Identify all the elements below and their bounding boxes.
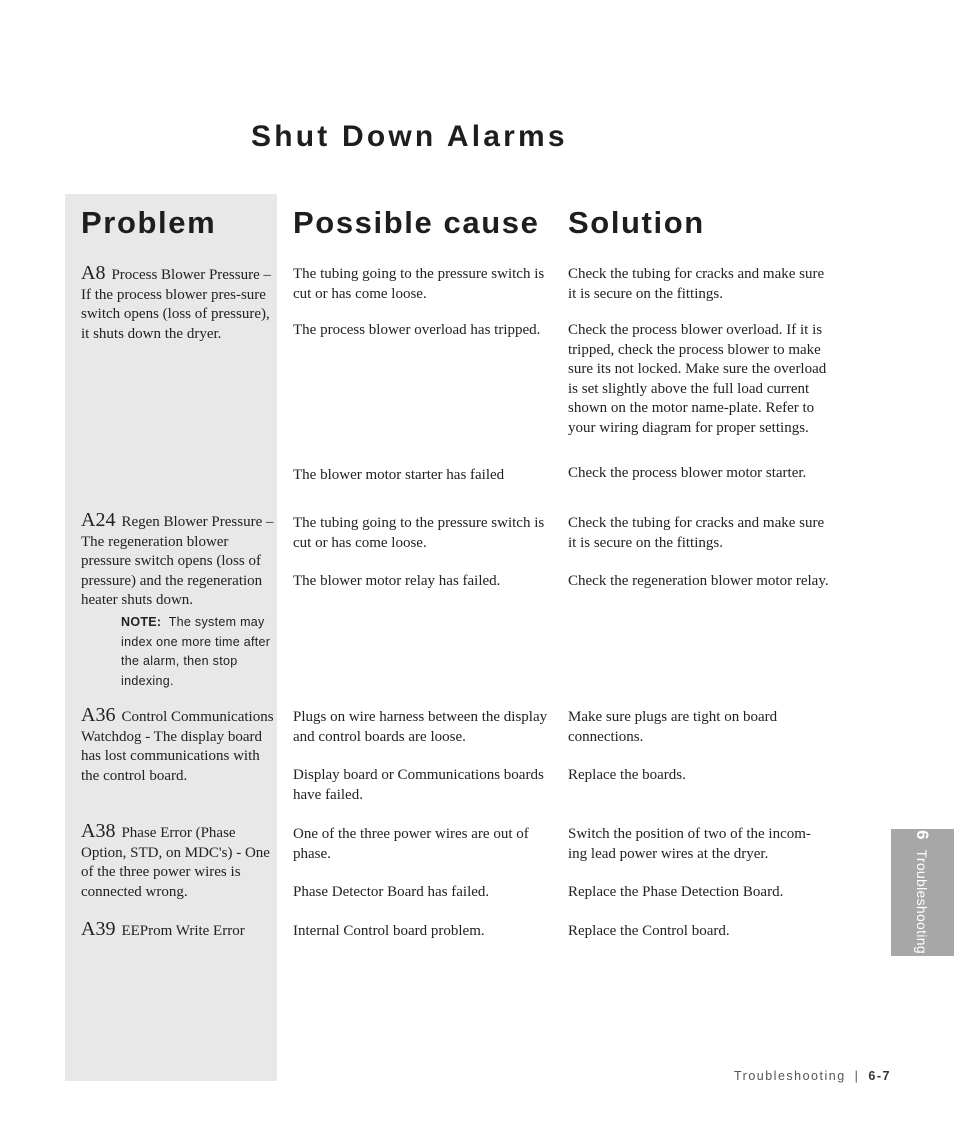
alarm-a24-solution-1: Check the tubing for cracks and make sure it is secure on the fittings. bbox=[568, 515, 825, 551]
alarm-a39-solution-1: Replace the Control board. bbox=[568, 923, 730, 939]
problem-text: EEProm Write Error bbox=[121, 923, 245, 939]
alarm-a24-cause-1: The tubing going to the pressure switch is cut or has come loose. bbox=[293, 515, 545, 551]
cause-header: Possible cause bbox=[293, 205, 540, 240]
alarm-a38-cause-2: Phase Detector Board has failed. bbox=[293, 884, 490, 900]
alarm-a36-solution-1: Make sure plugs are tight on board connections. bbox=[568, 709, 778, 745]
alarm-a24-cause-2: The blower motor relay has failed. bbox=[293, 573, 501, 589]
alarm-a8-solution-1: Check the tubing for cracks and make sure it is secure on the fittings. bbox=[568, 266, 825, 302]
footer-separator: | bbox=[854, 1069, 860, 1083]
chapter-label: Troubleshooting bbox=[914, 849, 930, 954]
alarm-a36-problem bbox=[81, 706, 276, 786]
alarm-a39-problem bbox=[81, 920, 276, 942]
alarm-a38-cause-1: One of the three power wires are out of phase. bbox=[293, 826, 529, 862]
page-number: 6-7 bbox=[868, 1069, 891, 1083]
note-text: The system may index one more time after the alarm, then stop indexing. bbox=[121, 615, 271, 688]
alarm-a38-solution-1: Switch the position of two of the incom-ing lead power wires at the dryer. bbox=[568, 826, 811, 862]
alarm-a24-solution-2: Check the regeneration blower motor relay. bbox=[568, 573, 829, 589]
alarm-code: A36 bbox=[81, 704, 116, 726]
alarm-code: A38 bbox=[81, 820, 116, 842]
page-title: Shut Down Alarms bbox=[251, 120, 568, 153]
problem-text: Regen Blower Pressure – The regeneration blower pressure switch opens (loss of pressure) and the regeneration heater shuts down. bbox=[81, 514, 274, 608]
alarm-code: A8 bbox=[81, 262, 106, 284]
problem-header: Problem bbox=[81, 205, 217, 240]
alarm-a8-solution-3: Check the process blower motor starter. bbox=[568, 465, 807, 481]
alarm-a8-cause-1: The tubing going to the pressure switch is cut or has come loose. bbox=[293, 266, 545, 302]
chapter-number: 6 bbox=[913, 830, 932, 840]
page-footer bbox=[734, 1069, 891, 1083]
alarm-a8-problem bbox=[81, 264, 276, 344]
alarm-a36-cause-2: Display board or Communications boards have failed. bbox=[293, 767, 544, 803]
footer-section: Troubleshooting bbox=[733, 1069, 846, 1083]
alarm-a38-problem bbox=[81, 822, 276, 902]
alarm-a8-cause-3: The blower motor starter has failed bbox=[293, 467, 505, 483]
solution-header: Solution bbox=[568, 205, 705, 240]
alarm-a8-cause-2: The process blower overload has tripped. bbox=[293, 322, 541, 338]
alarm-a38-solution-2: Replace the Phase Detection Board. bbox=[568, 884, 784, 900]
problem-text: Control Communications Watchdog - The display board has lost communications with the control board. bbox=[81, 709, 274, 784]
alarm-a36-solution-2: Replace the boards. bbox=[568, 767, 686, 783]
alarm-a36-cause-1: Plugs on wire harness between the display and control boards are loose. bbox=[293, 709, 548, 745]
alarm-a24-problem bbox=[81, 511, 276, 611]
note-label: NOTE: bbox=[121, 615, 162, 629]
alarm-a24-note bbox=[121, 613, 273, 691]
problem-text: Phase Error (Phase Option, STD, on MDC's) - One of the three power wires is connected wrong. bbox=[81, 825, 270, 900]
chapter-tab-content bbox=[912, 830, 932, 954]
problem-text: Process Blower Pressure – If the process blower pres-sure switch opens (loss of pressure), it shuts down the dryer. bbox=[81, 267, 272, 342]
chapter-tab bbox=[891, 829, 954, 956]
alarm-a8-solution-2: Check the process blower overload. If it is tripped, check the process blower to make sure its not locked. Make sure the overload is set slightly above the full load current shown on the motor name-plate. Refer to your wiring diagram for proper settings. bbox=[568, 322, 827, 436]
alarm-a39-cause-1: Internal Control board problem. bbox=[293, 923, 485, 939]
alarm-code: A24 bbox=[81, 509, 116, 531]
alarm-code: A39 bbox=[81, 918, 116, 940]
